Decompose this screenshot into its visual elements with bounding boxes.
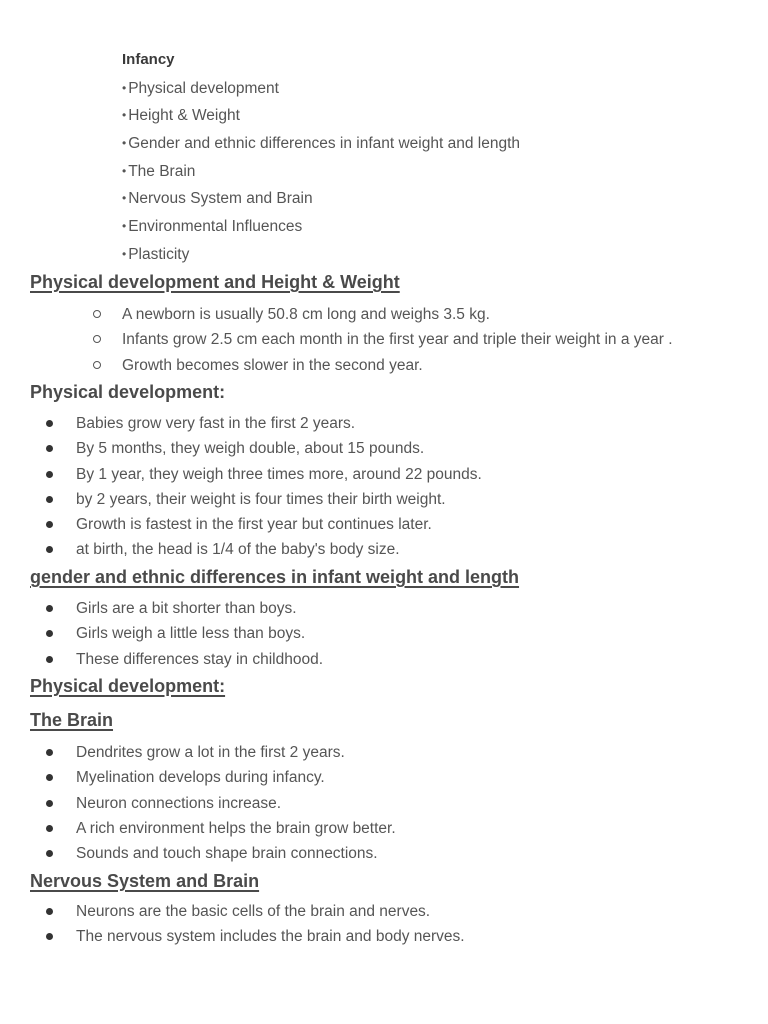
section-heading: gender and ethnic differences in infant weight and length: [30, 567, 520, 587]
bullet-dot-icon: •: [122, 80, 127, 95]
bullet-dot-icon: [46, 749, 53, 756]
bullet-dot-icon: [46, 445, 53, 452]
bullet-dot-icon: [46, 656, 53, 663]
bullet-dot-icon: •: [122, 108, 127, 123]
list-item: Girls weigh a little less than boys.: [0, 624, 768, 649]
section-subheading: The Brain: [30, 710, 114, 730]
toc-item: • Gender and ethnic differences in infant weight and length: [122, 135, 520, 153]
list-item: Dendrites grow a lot in the first 2 years.: [0, 743, 768, 768]
toc-item: • Height & Weight: [122, 107, 240, 125]
toc-item: • Physical development: [122, 79, 279, 97]
circle-bullet-icon: [93, 361, 101, 369]
bullet-dot-icon: [46, 546, 53, 553]
section-heading: Physical development and Height & Weight: [30, 272, 400, 292]
list-item: Neuron connections increase.: [0, 794, 768, 819]
bullet-dot-icon: [46, 825, 53, 832]
list-item: Infants grow 2.5 cm each month in the first year and triple their weight in a year .: [0, 330, 768, 355]
list-item: at birth, the head is 1/4 of the baby's body size.: [0, 540, 768, 565]
bullet-dot-icon: [46, 521, 53, 528]
circle-bullet-icon: [93, 335, 101, 343]
section-heading: Nervous System and Brain: [30, 871, 260, 891]
toc-title: Infancy: [122, 51, 175, 68]
toc-item: • Plasticity: [122, 245, 190, 263]
list-item: Girls are a bit shorter than boys.: [0, 599, 768, 624]
bullet-dot-icon: [46, 800, 53, 807]
section-heading: Physical development:: [30, 382, 226, 402]
bullet-list: [0, 414, 768, 566]
bullet-dot-icon: [46, 420, 53, 427]
bullet-dot-icon: [46, 630, 53, 637]
list-item: Growth is fastest in the first year but continues later.: [0, 515, 768, 540]
list-item: Babies grow very fast in the first 2 years.: [0, 414, 768, 439]
circle-bullet-icon: [93, 310, 101, 318]
list-item: Myelination develops during infancy.: [0, 768, 768, 793]
bullet-dot-icon: [46, 774, 53, 781]
bullet-dot-icon: •: [122, 191, 127, 206]
list-item: Sounds and touch shape brain connections.: [0, 844, 768, 869]
list-item: A newborn is usually 50.8 cm long and weighs 3.5 kg.: [0, 305, 768, 330]
bullet-dot-icon: •: [122, 163, 127, 178]
list-item: These differences stay in childhood.: [0, 650, 768, 675]
toc-item: • Environmental Influences: [122, 218, 303, 236]
bullet-list: [0, 743, 768, 869]
bullet-dot-icon: [46, 471, 53, 478]
list-item: By 1 year, they weigh three times more, around 22 pounds.: [0, 465, 768, 490]
circle-list: [0, 305, 768, 381]
bullet-dot-icon: [46, 605, 53, 612]
bullet-dot-icon: •: [122, 246, 127, 261]
bullet-dot-icon: [46, 933, 53, 940]
list-item: A rich environment helps the brain grow better.: [0, 819, 768, 844]
list-item: Growth becomes slower in the second year.: [0, 356, 768, 381]
bullet-dot-icon: •: [122, 219, 127, 234]
bullet-dot-icon: [46, 850, 53, 857]
list-item: by 2 years, their weight is four times their birth weight.: [0, 490, 768, 515]
toc-item: • The Brain: [122, 162, 196, 180]
list-item: The nervous system includes the brain and body nerves.: [0, 927, 768, 952]
bullet-dot-icon: [46, 908, 53, 915]
bullet-dot-icon: •: [122, 136, 127, 151]
bullet-dot-icon: [46, 496, 53, 503]
bullet-list: [0, 599, 768, 675]
table-of-contents: [122, 50, 520, 272]
list-item: Neurons are the basic cells of the brain and nerves.: [0, 902, 768, 927]
toc-item: • Nervous System and Brain: [122, 190, 313, 208]
section-heading: Physical development:: [30, 676, 226, 696]
list-item: By 5 months, they weigh double, about 15 pounds.: [0, 439, 768, 464]
bullet-list: [0, 902, 768, 953]
